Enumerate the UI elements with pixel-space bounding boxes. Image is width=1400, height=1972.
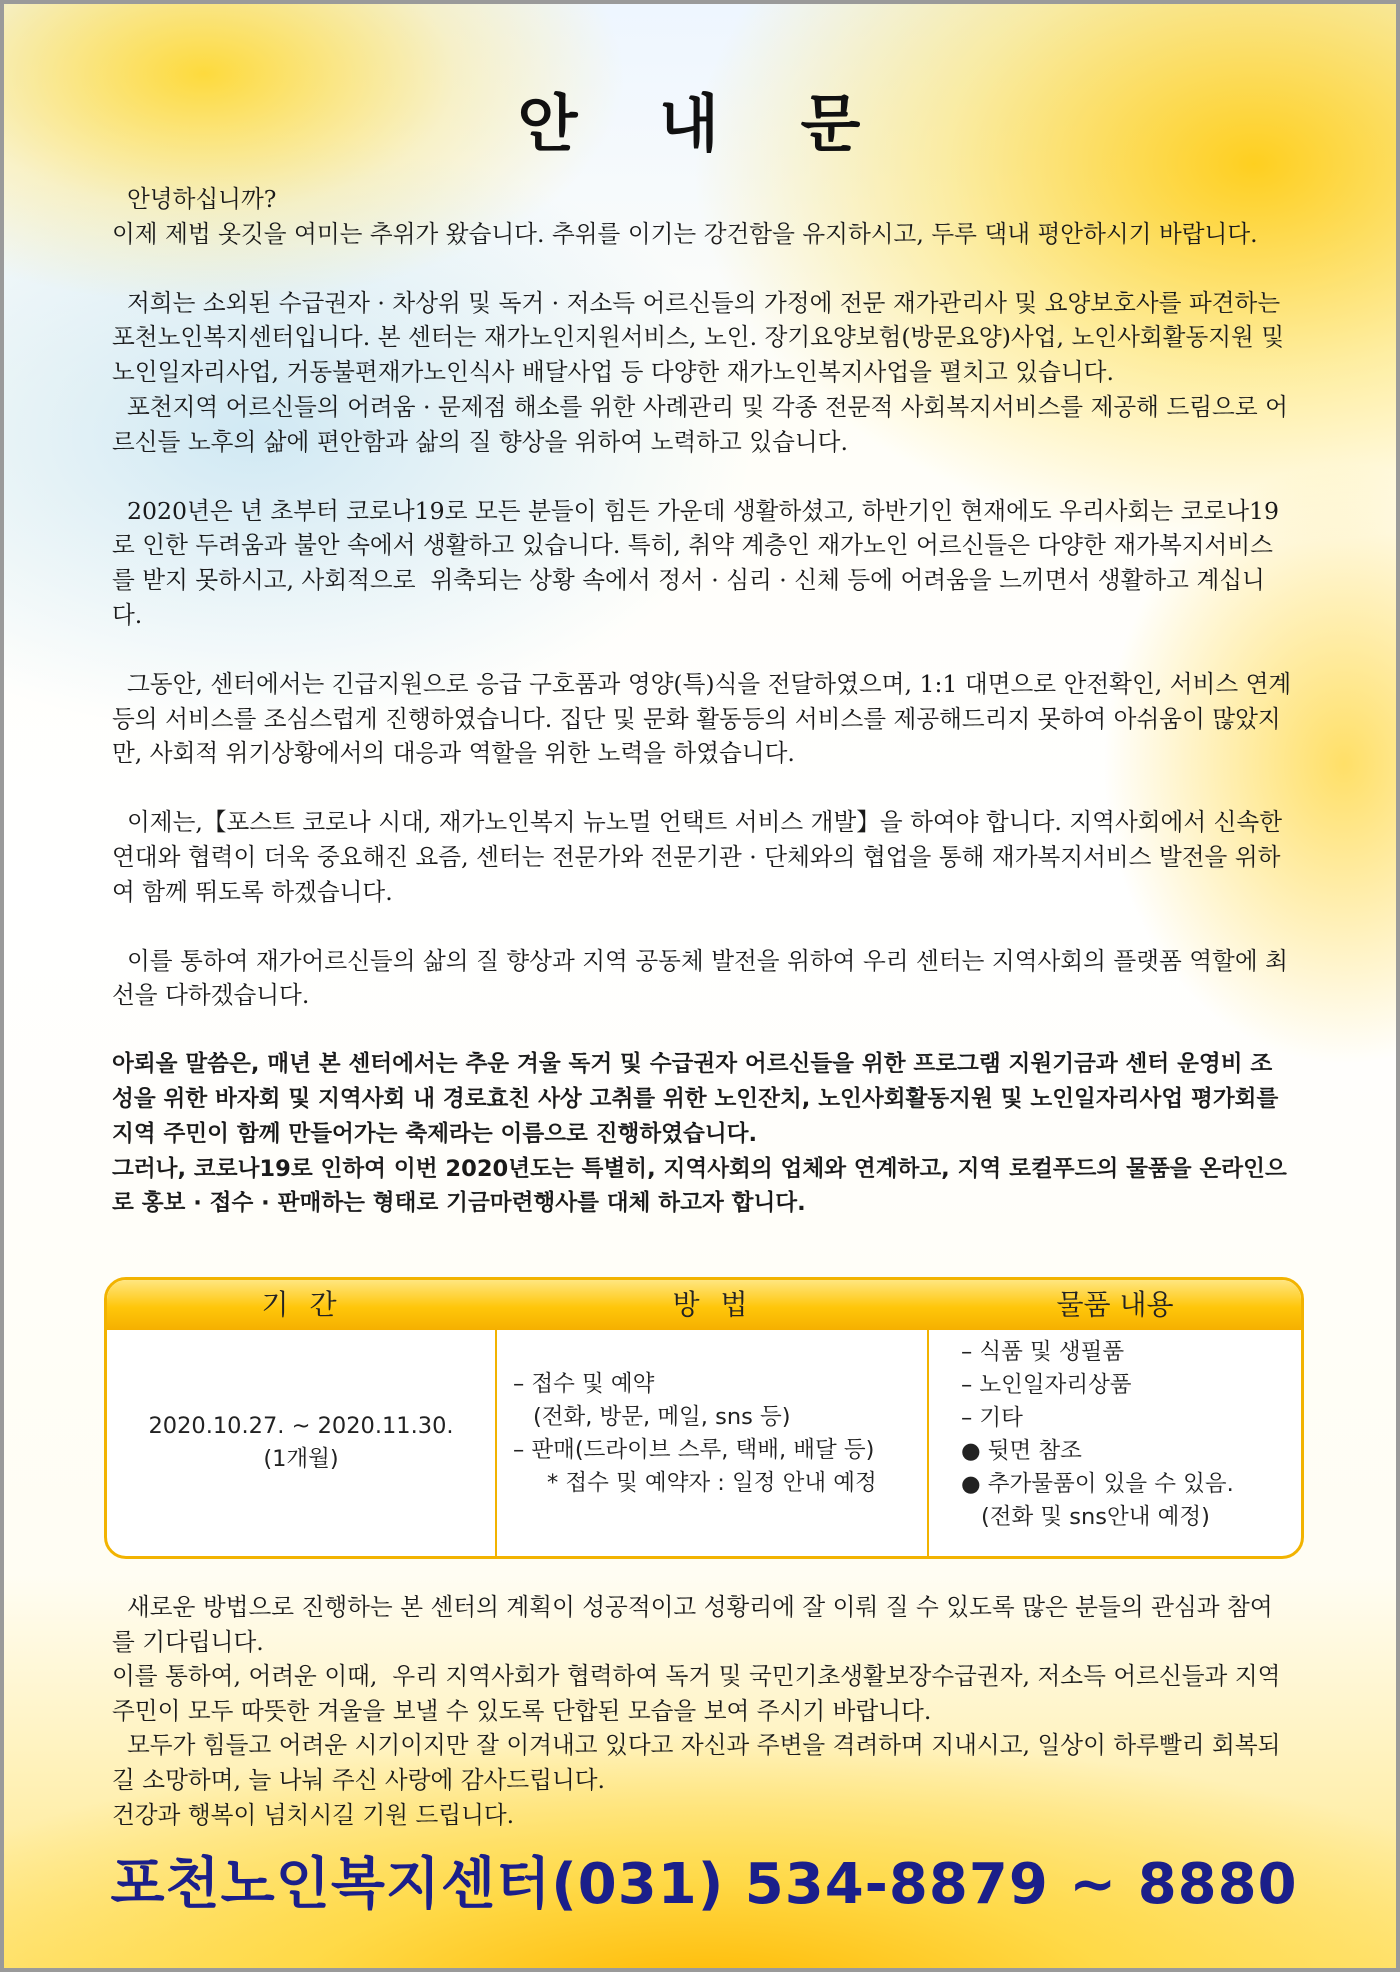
paragraph: 포천지역 어르신들의 어려움 · 문제점 해소를 위한 사례관리 및 각종 전문적 사회복지서비스를 제공해 드림으로 어르신들 노후의 삶에 편안함과 삶의 질 향상을 위하여 노력하고 있습니다. bbox=[112, 392, 1288, 456]
info-table-header bbox=[107, 1280, 1301, 1330]
closing-line: 이를 통하여, 어려운 이때, 우리 지역사회가 협력하여 독거 및 국민기초생활보장수급권자, 저소득 어르신들과 지역 주민이 모두 따뜻한 겨울을 보낼 수 있도록 단합된 모습을 보여 주시기 바랍니다. bbox=[112, 1662, 1288, 1725]
closing-line: 새로운 방법으로 진행하는 본 센터의 계획이 성공적이고 성황리에 잘 이뤄 질 수 있도록 많은 분들의 관심과 참여를 기다립니다. bbox=[112, 1593, 1273, 1656]
notice-bold: 그러나, 코로나19로 인하여 이번 2020년도는 특별히, 지역사회의 업체와 연계하고, 지역 로컬푸드의 물품을 온라인으로 홍보 · 접수 · 판매하는 형태로 기금마련행사를 대체 하고자 합니다. bbox=[112, 1155, 1287, 1217]
items-cell bbox=[929, 1330, 1301, 1556]
header-method: 방 법 bbox=[672, 1288, 754, 1321]
footer-contact: 포천노인복지센터(031) 534-8879 ~ 8880 bbox=[110, 1852, 1298, 1917]
method-line: * 접수 및 예약자 : 일정 안내 예정 bbox=[547, 1470, 877, 1496]
method-cell bbox=[497, 1330, 929, 1556]
item-line: – 기타 bbox=[961, 1405, 1023, 1431]
header-items: 물품 내용 bbox=[1056, 1288, 1174, 1321]
method-line: – 접수 및 예약 bbox=[513, 1371, 655, 1397]
period-cell bbox=[107, 1330, 497, 1556]
paragraph: 2020년은 년 초부터 코로나19로 모든 분들이 힘든 가운데 생활하셨고, 하반기인 현재에도 우리사회는 코로나19로 인한 두려움과 불안 속에서 생활하고 있습니다. 특히, 취약 계층인 재가노인 어르신들은 다양한 재가복지서비스를 받지 못하시고, 사회적으로 위축되는 상황 속에서 정서 · 심리 · 신체 등에 어려움을 느끼면서 생활하고 계십니다. bbox=[112, 496, 1280, 629]
item-line: ● 뒷면 참조 bbox=[961, 1438, 1082, 1464]
page-title: 안 내 문 bbox=[517, 87, 891, 160]
paragraph: 이를 통하여 재가어르신들의 삶의 질 향상과 지역 공동체 발전을 위하여 우리 센터는 지역사회의 플랫폼 역할에 최선을 다하겠습니다. bbox=[112, 946, 1288, 1010]
paragraph: 이제는,【포스트 코로나 시대, 재가노인복지 뉴노멀 언택트 서비스 개발】을 하여야 합니다. 지역사회에서 신속한 연대와 협력이 더욱 중요해진 요즘, 센터는 전문가와 전문기관 · 단체와의 협업을 통해 재가복지서비스 발전을 위하여 함께 뛰도록 하겠습니다. bbox=[112, 808, 1290, 906]
paragraph: 그동안, 센터에서는 긴급지원으로 응급 구호품과 영양(특)식을 전달하였으며, 1:1 대면으로 안전확인, 서비스 연계 등의 서비스를 조심스럽게 진행하였습니다. 집단 및 문화 활동등의 서비스를 제공해드리지 못하여 아쉬움이 많았지만, 사회적 위기상황에서의 대응과 역할을 위한 노력을 하였습니다. bbox=[112, 669, 1299, 768]
period-duration: (1개월) bbox=[263, 1446, 339, 1472]
method-line: (전화, 방문, 메일, sns 등) bbox=[533, 1404, 791, 1430]
info-table bbox=[104, 1277, 1304, 1559]
header-period: 기 간 bbox=[261, 1288, 343, 1321]
item-line: (전화 및 sns안내 예정) bbox=[981, 1504, 1210, 1530]
closing-text bbox=[112, 1590, 1294, 1832]
method-line: – 판매(드라이브 스루, 택배, 배달 등) bbox=[513, 1437, 875, 1463]
item-line: – 노인일자리상품 bbox=[961, 1372, 1132, 1398]
closing-line: 건강과 행복이 넘치시길 기원 드립니다. bbox=[112, 1800, 515, 1829]
notice-body bbox=[112, 182, 1299, 1221]
greeting: 안녕하십니까? bbox=[112, 185, 277, 213]
period-dates: 2020.10.27. ~ 2020.11.30. bbox=[148, 1413, 454, 1439]
paragraph: 저희는 소외된 수급권자 · 차상위 및 독거 · 저소득 어르신들의 가정에 전문 재가관리사 및 요양보호사를 파견하는 포천노인복지센터입니다. 본 센터는 재가노인지원서비스, 노인. 장기요양보험(방문요양)사업, 노인사회활동지원 및 노인일자리사업, 거동불편재가노인식사 배달사업 등 다양한 재가노인복지사업을 펼치고 있습니다. bbox=[112, 288, 1292, 387]
paragraph: 이제 제법 옷깃을 여미는 추위가 왔습니다. 추위를 이기는 강건함을 유지하시고, 두루 댁내 평안하시기 바랍니다. bbox=[112, 219, 1258, 248]
item-line: ● 추가물품이 있을 수 있음. bbox=[961, 1471, 1234, 1497]
closing-line: 모두가 힘들고 어려운 시기이지만 잘 이겨내고 있다고 자신과 주변을 격려하며 지내시고, 일상이 하루빨리 회복되길 소망하며, 늘 나눠 주신 사랑에 감사드립니다. bbox=[112, 1731, 1281, 1794]
item-line: – 식품 및 생필품 bbox=[961, 1339, 1125, 1365]
notice-bold: 아뢰올 말씀은, 매년 본 센터에서는 추운 겨울 독거 및 수급권자 어르신들을 위한 프로그램 지원기금과 센터 운영비 조성을 위한 바자회 및 지역사회 내 경로효친 사상 고취를 위한 노인잔치, 노인사회활동지원 및 노인일자리사업 평가회를 지역 주민이 함께 만들어가는 축제라는 이름으로 진행하였습니다. bbox=[112, 1051, 1279, 1147]
